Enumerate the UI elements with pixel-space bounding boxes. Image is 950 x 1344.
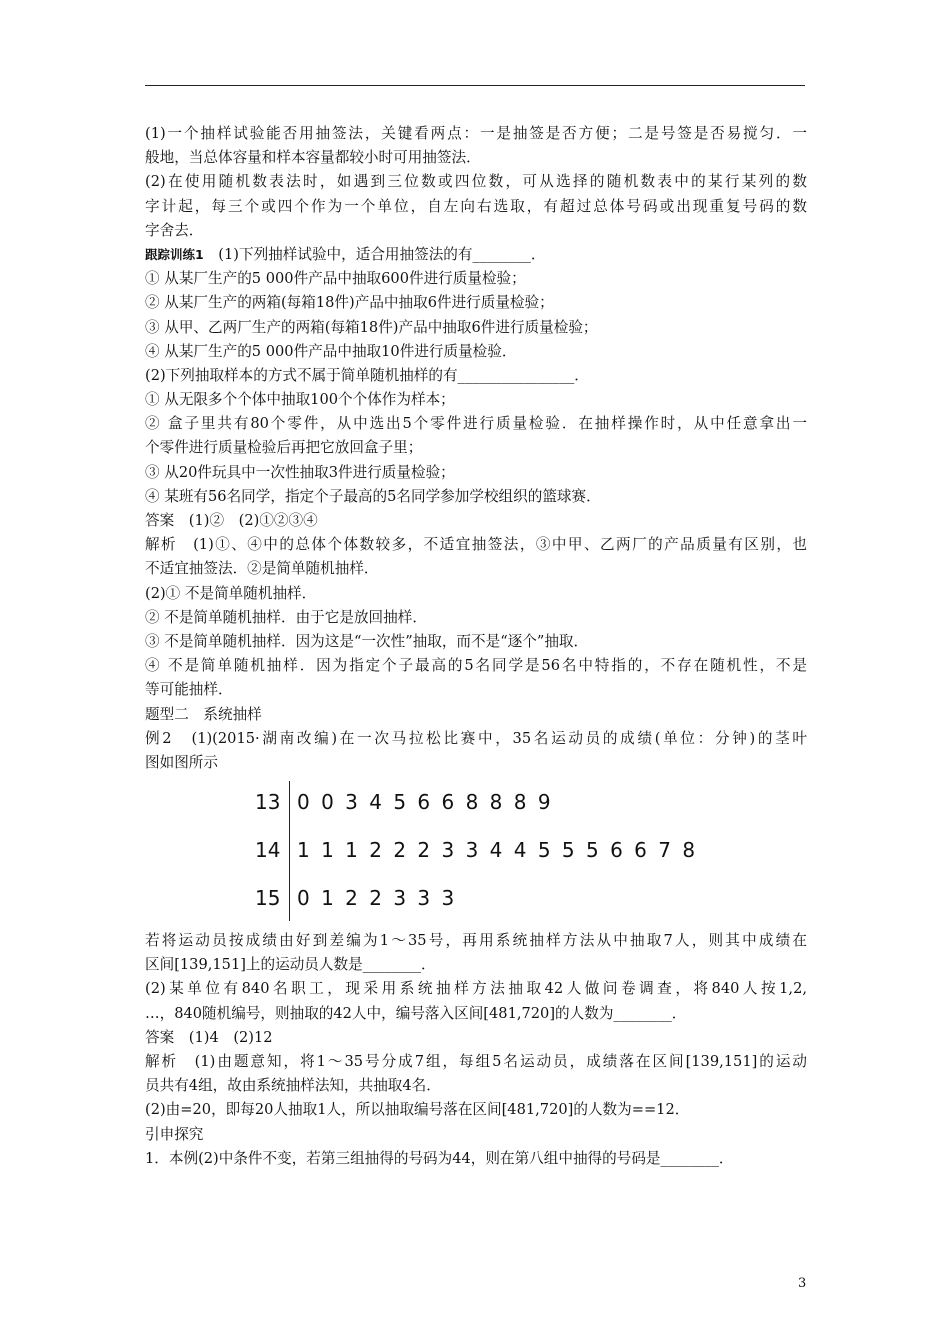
text-line: 字计起，每三个或四个作为一个单位，自左向右选取，有超过总体号码或出现重复号码的数 <box>145 197 807 215</box>
text-line: (2)某单位有840名职工，现采用系统抽样方法抽取42人做问卷调查，将840人按1,2, <box>145 980 807 998</box>
training-line <box>145 243 807 267</box>
stem-value: 14 <box>255 838 281 863</box>
text-line: ① 从无限多个个体中抽取100个个体作为样本； <box>145 391 455 409</box>
text-line: (2)① 不是简单随机抽样． <box>145 584 317 602</box>
training-tag: 跟踪训练1 <box>145 246 204 262</box>
analysis-line: 解析 (1)由题意知，将1～35号分成7组，每组5名运动员，成绩落在区间[139,151]的运动 <box>145 1053 807 1070</box>
text-line: ③ 从甲、乙两厂生产的两箱(每箱18件)产品中抽取6件进行质量检验； <box>145 318 598 336</box>
text-line: 不适宜抽签法．②是简单随机抽样． <box>145 560 379 578</box>
text-line: ④ 某班有56名同学，指定个子最高的5名同学参加学校组织的篮球赛． <box>145 487 601 505</box>
text-line: ② 从某厂生产的两箱(每箱18件)产品中抽取6件进行质量检验； <box>145 294 554 312</box>
text-line: ④ 不是简单随机抽样．因为指定个子最高的5名同学是56名中特指的，不存在随机性，不是 <box>145 657 807 675</box>
leaf-values: 1 1 1 2 2 2 3 3 4 4 5 5 5 6 6 7 8 <box>297 838 696 863</box>
text-line: 若将运动员按成绩由好到差编为1～35号，再用系统抽样方法从中抽取7人，则其中成绩在 <box>145 932 807 950</box>
analysis-line: 解析 (1)①、④中的总体个体数较多，不适宜抽签法，③中甲、乙两厂的产品质量有区别，也 <box>145 536 807 554</box>
page-number: 3 <box>798 1276 807 1291</box>
header-rule <box>145 85 805 86</box>
example-line: 例2 (1)(2015·湖南改编)在一次马拉松比赛中，35名运动员的成绩(单位：分钟)的茎叶 <box>145 729 807 747</box>
text-line: 等可能抽样． <box>145 681 233 699</box>
text-line: ② 不是简单随机抽样．由于它是放回抽样． <box>145 608 427 626</box>
stem-value: 13 <box>255 790 281 815</box>
leaf-values: 0 0 3 4 5 6 6 8 8 8 9 <box>297 790 551 815</box>
text-line: 图如图所示 <box>145 753 218 771</box>
text-line: (2)在使用随机数表法时，如遇到三位数或四位数，可从选择的随机数表中的某行某列的数 <box>145 173 807 191</box>
stem-leaf-plot <box>145 781 807 925</box>
leaf-values: 0 1 2 2 3 3 3 <box>297 886 455 911</box>
text-line: ③ 从20件玩具中一次性抽取3件进行质量检验； <box>145 463 455 481</box>
text-line: (2)下列抽取样本的方式不属于简单随机抽样的有________________． <box>145 366 589 384</box>
text-line: ① 从某厂生产的5 000件产品中抽取600件进行质量检验； <box>145 270 526 288</box>
section-heading: 引申探究 <box>145 1125 204 1143</box>
text-line: ② 盒子里共有80个零件，从中选出5个零件进行质量检验．在抽样操作时，从中任意拿出一 <box>145 415 807 433</box>
text-line: 般地，当总体容量和样本容量都较小时可用抽签法． <box>145 149 481 167</box>
text-line: ④ 从某厂生产的5 000件产品中抽取10件进行质量检验． <box>145 342 517 360</box>
text-line: …，840随机编号，则抽取的42人中，编号落入区间[481,720]的人数为________． <box>145 1004 687 1022</box>
text-line: 区间[139,151]上的运动员人数是________． <box>145 956 436 974</box>
text-line: 个零件进行质量检验后再把它放回盒子里； <box>145 439 423 457</box>
stem-value: 15 <box>255 886 281 911</box>
stem-divider <box>289 781 290 921</box>
training-question: (1)下列抽样试验中，适合用抽签法的有________． <box>203 245 546 263</box>
answer-line: 答案 (1)② (2)①②③④ <box>145 512 318 529</box>
section-heading: 题型二 系统抽样 <box>145 705 262 723</box>
text-line: (1)一个抽样试验能否用抽签法，关键看两点：一是抽签是否方便；二是号签是否易搅匀．一 <box>145 125 807 142</box>
text-line: 字舍去． <box>145 221 204 239</box>
text-line: 1．本例(2)中条件不变，若第三组抽得的号码为44，则在第八组中抽得的号码是________． <box>145 1149 734 1167</box>
text-line: ③ 不是简单随机抽样．因为这是“一次性”抽取，而不是“逐个”抽取． <box>145 632 589 650</box>
text-line: (2)由=20，即每20人抽取1人，所以抽取编号落在区间[481,720]的人数为==12． <box>145 1101 690 1119</box>
text-line: 员共有4组，故由系统抽样法知，共抽取4名． <box>145 1077 441 1095</box>
page-body <box>145 122 807 1171</box>
answer-line: 答案 (1)4 (2)12 <box>145 1028 273 1046</box>
